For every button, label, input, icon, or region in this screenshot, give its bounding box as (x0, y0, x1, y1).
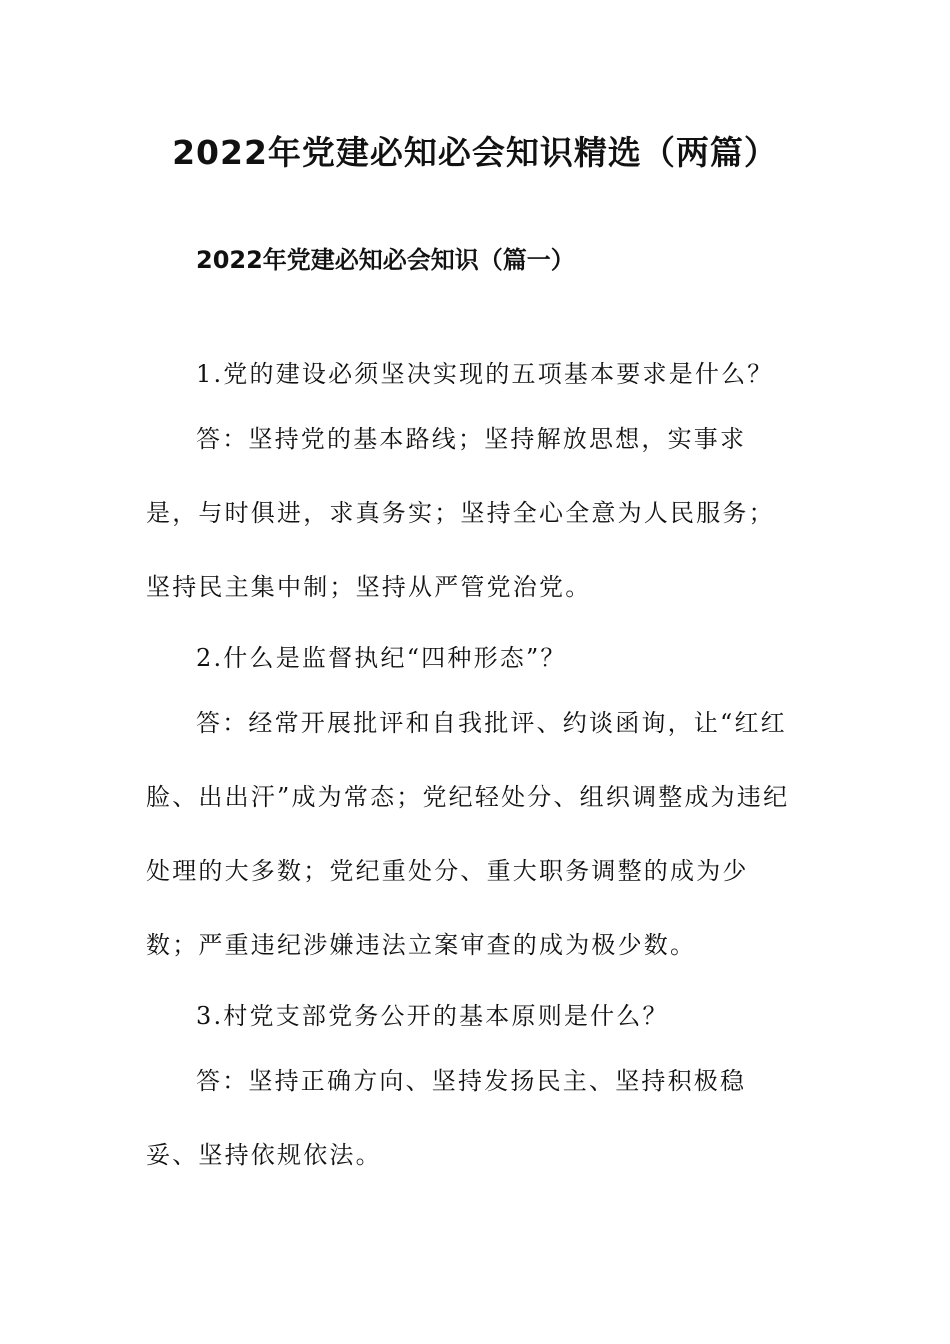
question-2: 2.什么是监督执纪“四种形态”？ (196, 644, 567, 672)
answer-2: 答：经常开展批评和自我批评、约谈函询，让“红红脸、出出汗”成为常态；党纪轻处分、组织调整成为违纪处理的大多数；党纪重处分、重大职务调整的成为少数；严重违纪涉嫌违法立案审查的成为极少数。 (146, 709, 790, 959)
answer-1: 答：坚持党的基本路线；坚持解放思想，实事求是，与时俱进，求真务实；坚持全心全意为人民服务；坚持民主集中制；坚持从严管党治党。 (146, 425, 775, 601)
section-title: 2022年党建必知必会知识（篇一） (196, 246, 575, 274)
question-3: 3.村党支部党务公开的基本原则是什么？ (196, 1002, 669, 1030)
document-title: 2022年党建必知必会知识精选（两篇） (172, 133, 778, 172)
question-1: 1.党的建设必须坚决实现的五项基本要求是什么？ (196, 360, 774, 388)
document-body (146, 340, 796, 1192)
answer-3: 答：坚持正确方向、坚持发扬民主、坚持积极稳妥、坚持依规依法。 (146, 1067, 747, 1169)
